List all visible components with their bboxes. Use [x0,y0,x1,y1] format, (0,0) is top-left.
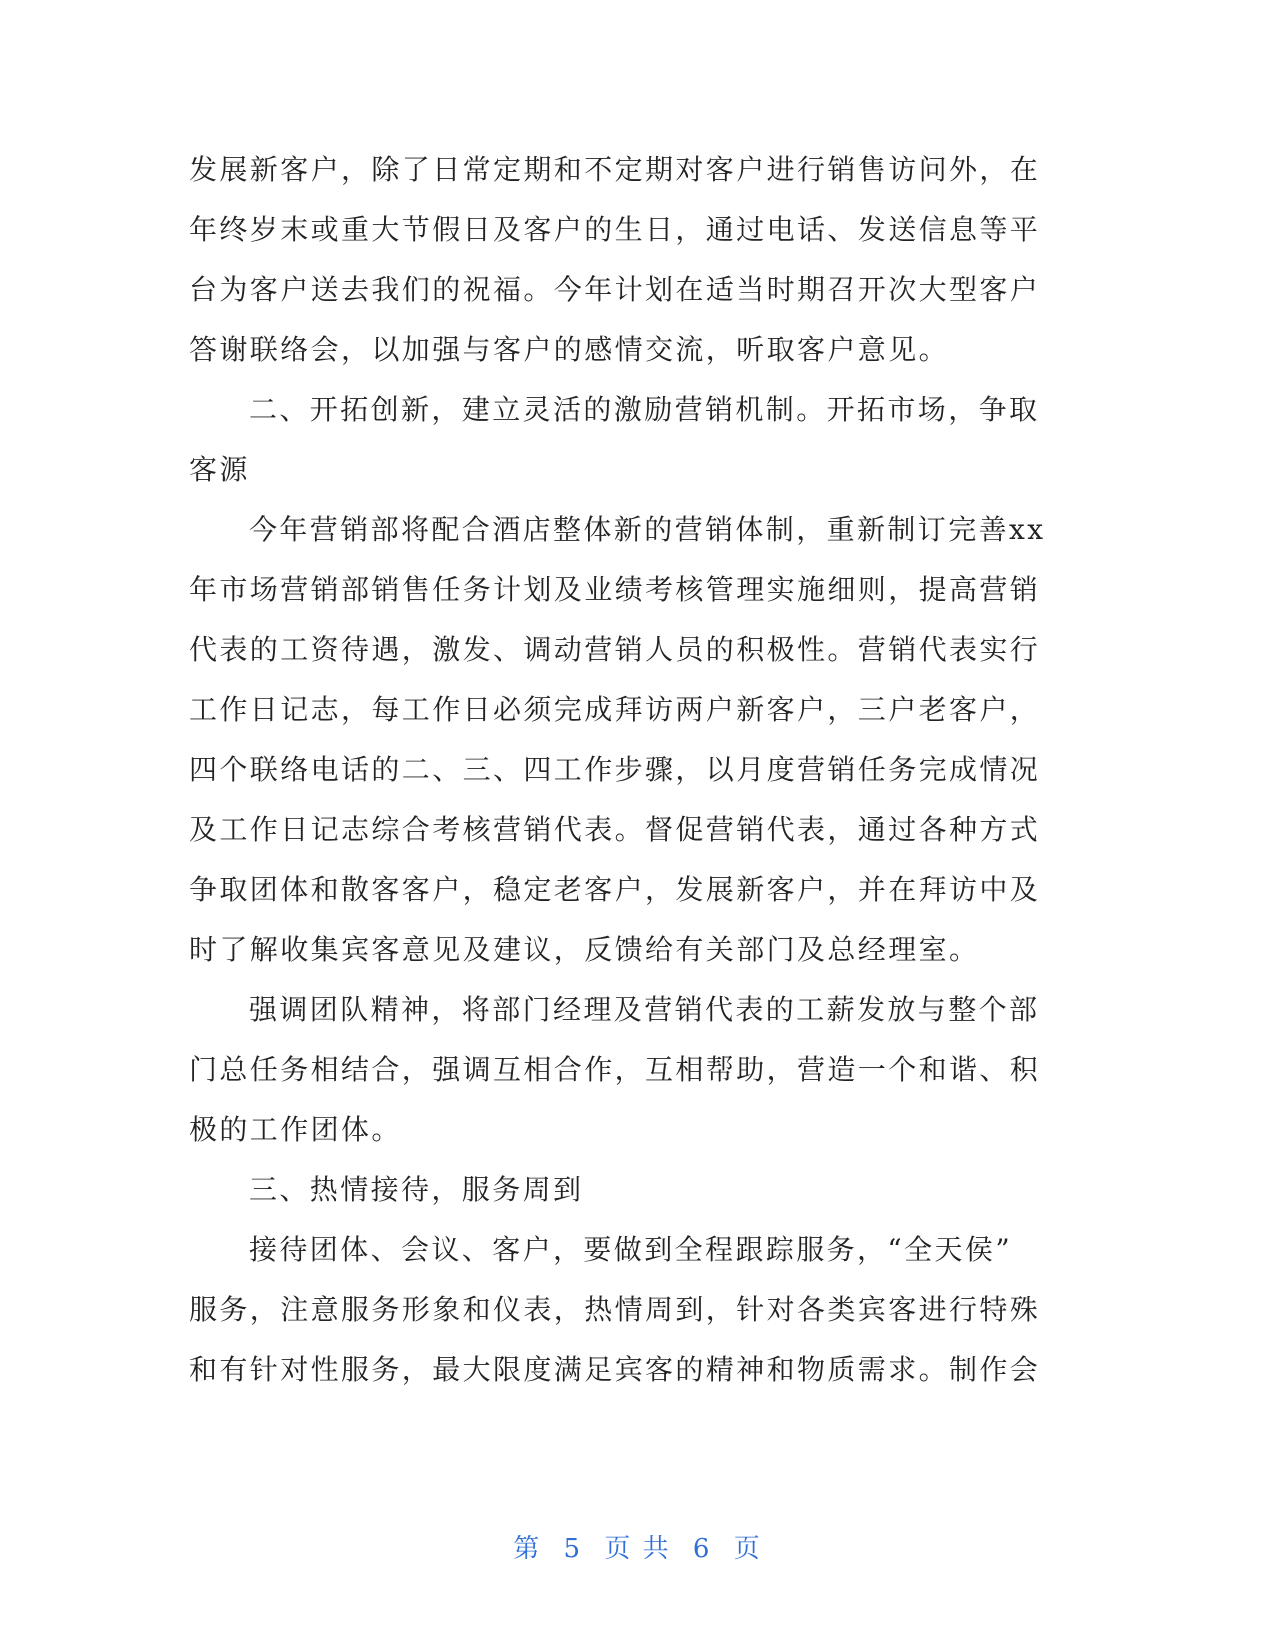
text-line: 发展新客户，除了日常定期和不定期对客户进行销售访问外，在 [189,153,1041,186]
page-number-footer [0,1528,1275,1565]
heading-line: 三、热情接待，服务周到 [249,1173,584,1206]
paragraph-customer-care [189,140,1059,380]
heading-line: 二、开拓创新，建立灵活的激励营销机制。开拓市场，争取 [249,393,1040,426]
text-line: 服务，注意服务形象和仪表，热情周到，针对各类宾客进行特殊 [189,1293,1041,1326]
text-line: 门总任务相结合，强调互相合作，互相帮助，营造一个和谐、积 [189,1053,1041,1086]
text-line: 接待团体、会议、客户，要做到全程跟踪服务，“全天侯” [249,1233,1013,1266]
section-heading-two [189,380,1059,500]
text-line: 和有针对性服务，最大限度满足宾客的精神和物质需求。制作会 [189,1353,1041,1386]
text-line: 答谢联络会，以加强与客户的感情交流，听取客户意见。 [189,333,950,366]
paragraph-marketing-system [189,500,1059,980]
document-body [189,140,1059,1400]
text-line: 代表的工资待遇，激发、调动营销人员的积极性。营销代表实行 [189,633,1041,666]
text-line: 极的工作团体。 [189,1113,402,1146]
text-line: 强调团队精神，将部门经理及营销代表的工薪发放与整个部 [249,993,1040,1026]
text-line: 年市场营销部销售任务计划及业绩考核管理实施细则，提高营销 [189,573,1041,606]
text-line: 及工作日记志综合考核营销代表。督促营销代表，通过各种方式 [189,813,1041,846]
footer-page-middle: 页 共 [604,1534,671,1564]
footer-current-page: 5 [563,1534,583,1564]
heading-line: 客源 [189,453,250,486]
text-line: 工作日记志，每工作日必须完成拜访两户新客户，三户老客户， [189,693,1041,726]
paragraph-team-spirit [189,980,1059,1160]
text-line: 年终岁末或重大节假日及客户的生日，通过电话、发送信息等平 [189,213,1041,246]
paragraph-reception-service [189,1220,1059,1400]
text-line: 台为客户送去我们的祝福。今年计划在适当时期召开次大型客户 [189,273,1041,306]
text-line: 争取团体和散客客户，稳定老客户，发展新客户，并在拜访中及 [189,873,1041,906]
footer-page-suffix: 页 [733,1534,762,1564]
footer-page-prefix: 第 [513,1534,542,1564]
text-line: 今年营销部将配合酒店整体新的营销体制，重新制订完善xx [249,513,1046,546]
text-line: 四个联络电话的二、三、四工作步骤，以月度营销任务完成情况 [189,753,1041,786]
footer-total-pages: 6 [692,1534,712,1564]
text-line: 时了解收集宾客意见及建议，反馈给有关部门及总经理室。 [189,933,980,966]
section-heading-three [189,1160,1059,1220]
